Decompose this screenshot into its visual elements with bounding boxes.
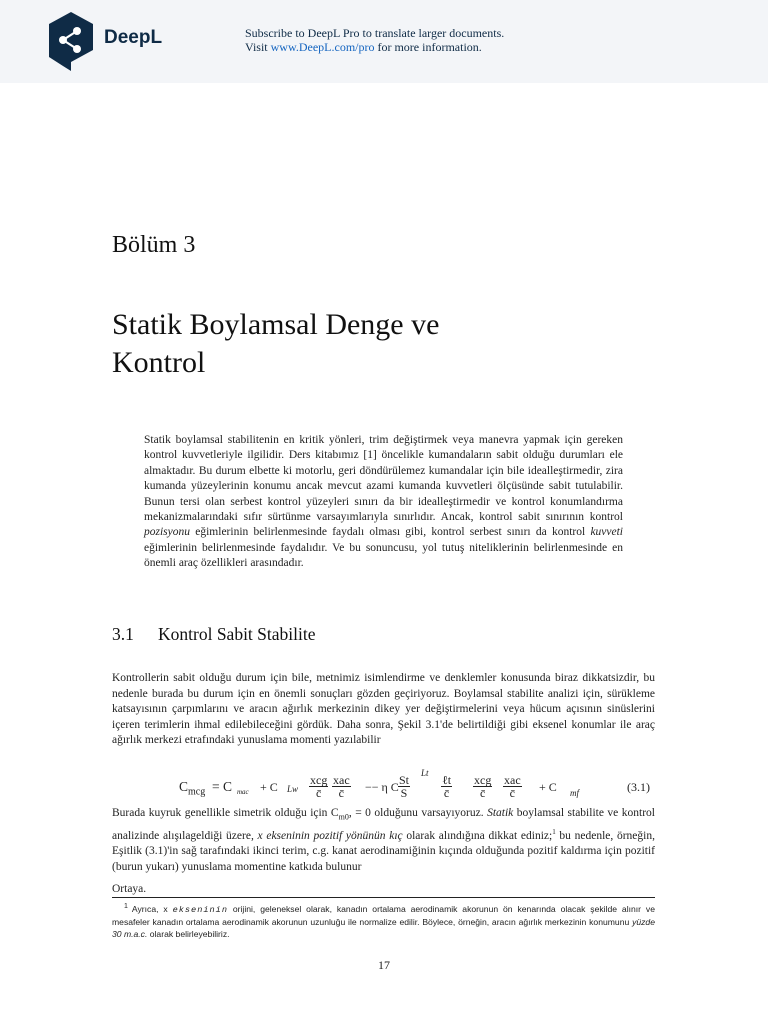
abstract-text: eğimlerinin belirlenmesinde faydalıdır. Ve bu sonuncusu, yol tutuş niteliklerinin belirlenmesinde en önemli araç özellikleri arasındadır. <box>144 541 623 570</box>
equation-frac-xac <box>332 774 351 799</box>
para2-italic: kıç <box>389 829 403 842</box>
footnote-text: Ayrıca, x <box>131 903 173 914</box>
equation-plus-c: + C <box>260 780 278 794</box>
paragraph-fragment: Ortaya. <box>112 883 147 895</box>
equation-frac-lt <box>441 774 452 799</box>
equation-lhs <box>179 779 205 798</box>
para2-sub: m0 <box>338 812 349 822</box>
chapter-title-line-2: Kontrol <box>112 346 206 379</box>
promo-line-2 <box>245 40 504 54</box>
footnote-ref[interactable]: 1 <box>552 827 556 836</box>
equation-3-1 <box>0 768 768 804</box>
body-paragraph-2 <box>112 806 655 876</box>
eq-xac: xac <box>504 773 521 787</box>
promo-line-1: Subscribe to DeepL Pro to translate larger documents. <box>245 26 505 40</box>
deepl-banner <box>0 0 768 83</box>
promo-visit: Visit <box>245 40 271 54</box>
equation-number: (3.1) <box>627 780 650 794</box>
section-title: Kontrol Sabit Stabilite <box>158 624 316 644</box>
para2-text: bu nedenle, örneğin, Eşitlik (3.1)'in sağ tarafındaki ikinci terim, c.g. kanat aerodinamiğinin kıçında olduğunda pozitif kaldırma için pozitif (burun yukarı) yunuslama momentine katkıda bulunur <box>112 829 655 873</box>
section-heading <box>112 624 316 645</box>
abstract-italic: kuvveti <box>590 526 623 539</box>
footnote <box>112 901 655 940</box>
para2-text: Burada kuyruk genellikle simetrik olduğu için C <box>112 807 339 819</box>
deepl-brand-name[interactable]: DeepL <box>104 27 163 48</box>
abstract-text: Statik boylamsal stabilitenin en kritik yönleri, trim değiştirmek veya manevra yapmak için gereken kontrol kuvvetleriyle ilgilidir. Ders kitabımız [1] öncelikle kumandaların sabit olduğu durumları ele almaktadır. Bu durum elbette ki motorlu, geri döndürülemez kumandalar için bile idealleştirmedir, zira kumanda yüzeylerinin konumu ancak mevcut azami kumanda kuvvetleri ölçüsünde sabit tutulabilir. Bunun tersi olan serbest kontrol yüzeyleri sınırı da bir idealleştirmedir ve kontrol konumlandırma mekanizmalarındaki sıfır sürtünme varsayımlarıyla sınırlıdır. Ancak, kontrol sabit sınırının kontrol <box>144 434 623 524</box>
footnote-text: olarak belirleyebiliriz. <box>147 928 230 939</box>
footnote-italic: yüzde 30 m.a.c. <box>112 916 655 939</box>
chapter-title-line-1: Statik Boylamsal Denge ve <box>112 308 440 341</box>
deepl-pro-link[interactable]: www.DeepL.com/pro <box>270 40 375 54</box>
chapter-abstract <box>144 433 623 572</box>
para2-text: olarak alındığına dikkat ediniz; <box>402 829 553 842</box>
footnote-text: orijini, geleneksel olarak, kanadın ortalama aerodinamik akorunun ön kenarında olacak şekilde alınır ve mesafeler kanadın ortalama aerodinamik akorunun uzunluğu ile normalize edilir. Böylece, örneğin, aracın ağırlık merkezinin konumunu <box>112 903 655 927</box>
equation-lt: Lt <box>421 768 429 778</box>
eq-c: C <box>179 779 189 794</box>
promo-suffix: for more information. <box>374 40 482 54</box>
eq-lt-frac: ℓt <box>442 773 452 787</box>
equation-eq: = C <box>212 779 232 794</box>
equation-mf: mf <box>570 788 579 798</box>
eq-cbar: c̄ <box>443 786 450 800</box>
eq-cbar: c̄ <box>316 786 322 800</box>
body-paragraph: Kontrollerin sabit olduğu durum için bile, metnimiz isimlendirme ve denklemler konusunda biraz dikkatsizdir, bu nedenle burada bu durum için en önemli sonuçları gözden geçiriyoruz. Boylamsal stabilite analizi için, sürükleme katsayısının çarpımlarını ve aracın ağırlık merkezinin dikey yer değiştirmelerini veya hücum açısının sinüslerini içeren terimlerin ihmal edilebileceğini gördük. Daha sonra, Şekil 3.1'de belirtildiği gibi eksenel konumlar ile araç ağırlık merkezi etrafındaki yunuslama momenti yazılabilir <box>112 672 655 747</box>
eq-st: St <box>399 773 410 787</box>
para2-italic: , x eksenini <box>250 829 305 842</box>
page-number: 17 <box>378 958 390 972</box>
equation-plus-c-2: + C <box>539 780 557 794</box>
equation-frac-xcg <box>309 774 328 799</box>
equation-mac: mac <box>237 788 249 796</box>
equation-lw: Lw <box>287 784 299 794</box>
para2-italic: n pozitif yönünün <box>304 829 390 842</box>
eq-xcg: xcg <box>310 773 328 787</box>
equation-frac-xac-2 <box>503 774 522 799</box>
para2-text: , = 0 olduğunu varsayıyoruz. <box>348 807 488 819</box>
promo-text <box>245 26 504 54</box>
eq-xac: xac <box>333 773 350 787</box>
abstract-text: eğimlerinin belirlenmesinde faydalı olması gibi, kontrol serbest sınırı da kontrol <box>190 526 591 539</box>
section-number: 3.1 <box>112 624 134 644</box>
chapter-label: Bölüm 3 <box>112 232 196 258</box>
para2-italic: Statik <box>487 807 514 819</box>
equation-frac-xcg-2 <box>473 774 492 799</box>
abstract-italic: pozisyonu <box>144 526 190 539</box>
footnote-mono: ekseninin <box>172 904 228 915</box>
footnote-divider <box>112 897 655 898</box>
footnote-mark: 1 <box>124 903 128 910</box>
eq-sub: mcg <box>188 786 206 798</box>
eq-s: S <box>400 786 408 800</box>
eq-cbar: c̄ <box>480 786 486 800</box>
eq-cbar: c̄ <box>338 786 344 800</box>
eq-xcg: xcg <box>474 773 492 787</box>
deepl-logo-icon[interactable] <box>46 10 96 72</box>
equation-minus-eta: −− η C <box>365 780 399 794</box>
para2-text: boylamsal stabilite ve kontrol analizinde alışılageldiği üzere <box>112 807 655 842</box>
eq-cbar: c̄ <box>509 786 515 800</box>
equation-frac-st <box>398 774 410 799</box>
chapter-title <box>112 306 672 382</box>
